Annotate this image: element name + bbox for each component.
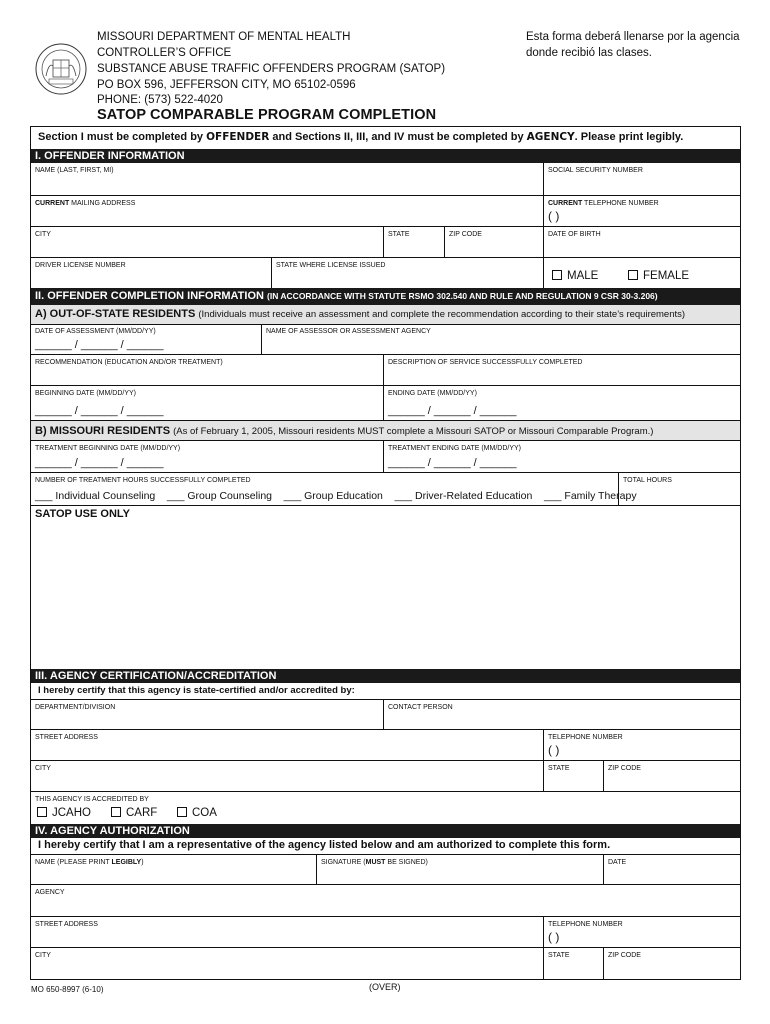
- beginning-date-field[interactable]: BEGINNING DATE (MM/DD/YY) ______ / ______ / ______: [31, 386, 384, 420]
- row-agency-city: [31, 761, 740, 792]
- section-4-header: IV. AGENCY AUTHORIZATION: [31, 824, 740, 838]
- row-city: [31, 227, 740, 258]
- row-dates: [31, 386, 740, 421]
- form-title: SATOP COMPARABLE PROGRAM COMPLETION: [97, 107, 437, 123]
- name-field[interactable]: NAME (LAST, FIRST, MI): [31, 163, 544, 195]
- checkbox-icon: [37, 807, 47, 817]
- spanish-note-1: Esta forma deberá llenarse por la agencia: [526, 31, 740, 43]
- row-agency-street: [31, 730, 740, 761]
- checkbox-icon: [177, 807, 187, 817]
- city-field[interactable]: CITY: [31, 227, 384, 257]
- section-3-header: III. AGENCY CERTIFICATION/ACCREDITATION: [31, 669, 740, 683]
- mailing-address-field[interactable]: CURRENT MAILING ADDRESS: [31, 196, 544, 226]
- checkbox-icon: [552, 270, 562, 280]
- ssn-field[interactable]: SOCIAL SECURITY NUMBER: [548, 167, 643, 174]
- total-hours-field[interactable]: TOTAL HOURS: [623, 477, 672, 484]
- checkbox-icon: [111, 807, 121, 817]
- row-department: [31, 699, 740, 730]
- department-field[interactable]: DEPARTMENT/DIVISION: [31, 700, 384, 729]
- agency-city-field[interactable]: CITY: [31, 761, 544, 791]
- header-line-2: CONTROLLER’S OFFICE: [97, 47, 232, 59]
- state-field[interactable]: STATE: [384, 227, 445, 257]
- signature-field[interactable]: SIGNATURE (MUST BE SIGNED): [317, 855, 604, 884]
- row-treatment-dates: [31, 441, 740, 473]
- auth-state-field[interactable]: STATE: [544, 948, 604, 979]
- state-seal-icon: [34, 42, 88, 96]
- instructions: Section I must be completed by OFFENDER and Sections II, III, and IV must be completed by AGENCY. Please print legibly.: [38, 131, 684, 143]
- coa-checkbox[interactable]: COA: [177, 807, 217, 819]
- over-note: (OVER): [369, 982, 401, 992]
- row-auth-street: [31, 917, 740, 948]
- carf-checkbox[interactable]: CARF: [111, 807, 157, 819]
- treatment-hours-field[interactable]: NUMBER OF TREATMENT HOURS SUCCESSFULLY COMPLETED ___ Individual Counseling ___ Group Counseling ___ Group Education ___ Driver-Related Education ___ Family Therapy: [31, 473, 619, 505]
- authorization-certify-text: I hereby certify that I am a representative of the agency listed below and am authorized to complete this form.: [38, 839, 611, 851]
- phone-field[interactable]: CURRENT TELEPHONE NUMBER ( ): [548, 200, 659, 223]
- treatment-begin-field[interactable]: TREATMENT BEGINNING DATE (MM/DD/YY) ______ / ______ / ______: [31, 441, 384, 472]
- male-checkbox[interactable]: MALE: [552, 270, 598, 282]
- assessor-field[interactable]: NAME OF ASSESSOR OR ASSESSMENT AGENCY: [266, 328, 431, 335]
- contact-person-field[interactable]: CONTACT PERSON: [388, 704, 453, 711]
- dob-field[interactable]: DATE OF BIRTH: [548, 231, 601, 238]
- treatment-end-field[interactable]: TREATMENT ENDING DATE (MM/DD/YY) ______ / ______ / ______: [388, 445, 521, 469]
- ending-date-field[interactable]: ENDING DATE (MM/DD/YY) ______ / ______ / ______: [388, 390, 517, 417]
- satop-use-only-label: SATOP USE ONLY: [35, 508, 130, 520]
- accreditation-field: THIS AGENCY IS ACCREDITED BY JCAHO CARF COA: [35, 796, 217, 819]
- out-of-state-header: A) OUT-OF-STATE RESIDENTS (Individuals must receive an assessment and complete the recommendation according to their state’s requirements): [31, 305, 740, 325]
- row-representative: [31, 854, 740, 885]
- row-recommendation: [31, 355, 740, 386]
- auth-city-field[interactable]: CITY: [31, 948, 544, 979]
- row-license: [31, 258, 740, 288]
- header-line-4: PO BOX 596, JEFFERSON CITY, MO 65102-0596: [97, 79, 356, 91]
- auth-phone-field[interactable]: TELEPHONE NUMBER ( ): [548, 921, 623, 944]
- satop-use-area: [31, 522, 740, 668]
- representative-name-field[interactable]: NAME (PLEASE PRINT LEGIBLY): [31, 855, 317, 884]
- auth-zip-field[interactable]: ZIP CODE: [608, 952, 641, 959]
- section-1-header: I. OFFENDER INFORMATION: [31, 149, 740, 163]
- form-number: MO 650-8997 (6-10): [31, 985, 104, 994]
- checkbox-icon: [628, 270, 638, 280]
- agency-certify-text: I hereby certify that this agency is state-certified and/or accredited by:: [38, 685, 355, 696]
- agency-phone-field[interactable]: TELEPHONE NUMBER ( ): [548, 734, 623, 757]
- female-checkbox[interactable]: FEMALE: [628, 270, 689, 282]
- form-frame: [30, 126, 741, 980]
- recommendation-field[interactable]: RECOMMENDATION (EDUCATION AND/OR TREATMENT): [31, 355, 384, 385]
- agency-zip-field[interactable]: ZIP CODE: [608, 765, 641, 772]
- zip-field[interactable]: ZIP CODE: [445, 227, 544, 257]
- row-name: [31, 163, 740, 196]
- auth-street-field[interactable]: STREET ADDRESS: [31, 917, 544, 947]
- header-line-3: SUBSTANCE ABUSE TRAFFIC OFFENDERS PROGRAM (SATOP): [97, 63, 446, 75]
- agency-name-field[interactable]: AGENCY: [35, 889, 65, 896]
- header-line-5: PHONE: (573) 522-4020: [97, 94, 223, 106]
- row-assessment: [31, 324, 740, 355]
- missouri-residents-header: B) MISSOURI RESIDENTS (As of February 1, 2005, Missouri residents MUST complete a Missouri SATOP or Missouri Comparable Program.): [31, 421, 740, 441]
- header-line-1: MISSOURI DEPARTMENT OF MENTAL HEALTH: [97, 31, 351, 43]
- jcaho-checkbox[interactable]: JCAHO: [37, 807, 91, 819]
- row-address: [31, 196, 740, 227]
- row-agency: [31, 885, 740, 917]
- gender-field: [544, 258, 740, 288]
- spanish-note-2: donde recibió las clases.: [526, 47, 652, 59]
- driver-license-field[interactable]: DRIVER LICENSE NUMBER: [31, 258, 272, 288]
- license-state-field[interactable]: STATE WHERE LICENSE ISSUED: [272, 258, 544, 288]
- service-description-field[interactable]: DESCRIPTION OF SERVICE SUCCESSFULLY COMPLETED: [388, 359, 583, 366]
- agency-street-field[interactable]: STREET ADDRESS: [31, 730, 544, 760]
- assessment-date-field[interactable]: DATE OF ASSESSMENT (MM/DD/YY) ______ / ______ / ______: [31, 324, 262, 354]
- section-2-header: II. OFFENDER COMPLETION INFORMATION (IN ACCORDANCE WITH STATUTE RSMO 302.540 AND RULE AND REGULATION 9 CSR 30-3.206): [31, 288, 740, 305]
- agency-state-field[interactable]: STATE: [544, 761, 604, 791]
- row-treatment-hours: [31, 473, 740, 506]
- authorization-date-field[interactable]: DATE: [608, 859, 627, 866]
- row-auth-city: [31, 948, 740, 979]
